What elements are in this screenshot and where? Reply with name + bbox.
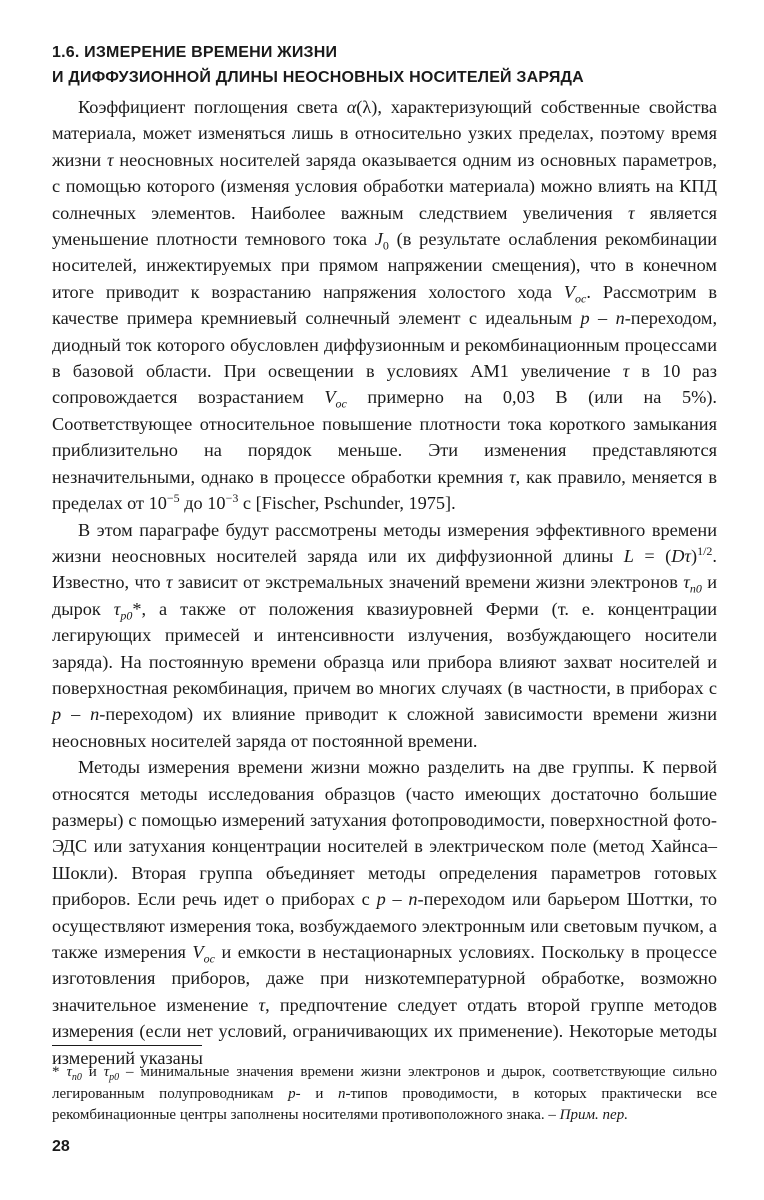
page-number: 28	[52, 1138, 70, 1155]
section-heading	[52, 40, 717, 90]
paragraph-1: Коэффициент поглощения света α(λ), характеризующий собственные свойства материала, может изменяться лишь в относительно узких пределах, поэтому время жизни τ неосновных носителей заряда оказывается одним из основных параметров, с помощью которого (изменяя условия обработки материала) можно влиять на КПД солнечных элементов. Наиболее важным следствием увеличения τ является уменьшение плотности темнового тока $J_0$ (в результате ослабления рекомбинации носителей, инжектируемых при прямом напряжении смещения), что в конечном итоге приводит к возрастанию напряжения холостого хода $V_{oc}$. Рассмотрим в качестве примера кремниевый солнечный элемент с идеальным p – n-переходом, диодный ток которого обусловлен диффузионным и рекомбинационным процессами в базовой области. При освещении в условиях АМ1 увеличение τ в 10 раз сопровождается возрастанием $V_{oc}$ примерно на 0,03 В (или на 5%). Соответствующее относительное повышение плотности тока короткого замыкания приблизительно на порядок меньше. Эти изменения представляются незначительными, однако в процессе обработки кремния τ, как правило, меняется в пределах от $10^{-5}$ до $10^{-3}$ с [Fischer, Pschunder, 1975].	[52, 97, 718, 514]
footnote: * $\tau_{n0}$ и $\tau_{p0}$ – минимальные значения времени жизни электронов и дырок, соответствующие сильно легированным полупроводникам p- и n-типов проводимости, в которых практически все рекомбинационные центры заполнены носителями противоположного знака. – Прим. пер.	[52, 1064, 718, 1123]
paragraph-3: Методы измерения времени жизни можно разделить на две группы. К первой относятся методы исследования образцов (часто имеющих достаточно большие размеры) с помощью измерений затухания фотопроводимости, поверхностной фото-ЭДС или затухания концентрации носителей в электрическом поле (метод Хайнса–Шокли). Вторая группа объединяет методы определения параметров готовых приборов. Если речь идет о приборах с p – n-переходом или барьером Шоттки, то осуществляют измерения тока, возбуждаемого электронным или световым пучком, а также измерения $V_{oc}$ и емкости в нестационарных условиях. Поскольку в процессе изготовления приборов, даже при низкотемпературной обработке, возможно значительное изменение τ, предпочтение следует отдать второй группе методов измерения (если нет условий, ограничивающих их применение). Некоторые методы измерений указаны	[52, 757, 718, 1068]
heading-line-2: И ДИФФУЗИОННОЙ ДЛИНЫ НЕОСНОВНЫХ НОСИТЕЛЕЙ ЗАРЯДА	[52, 69, 584, 86]
footnote-divider	[52, 1045, 202, 1046]
body-text	[52, 94, 717, 1071]
heading-line-1: 1.6. ИЗМЕРЕНИЕ ВРЕМЕНИ ЖИЗНИ	[52, 44, 338, 61]
paragraph-2: В этом параграфе будут рассмотрены методы измерения эффективного времени жизни неосновных носителей заряда или их диффузионной длины $L = (D\tau)^{1/2}$. Известно, что τ зависит от экстремальных значений времени жизни электронов $\tau_{n0}$ и дырок $\tau_{p0}*$, а также от положения квазиуровней Ферми (т. е. концентрации легирующих примесей и интенсивности излучения, возбуждающего носители заряда). На постоянную времени образца или прибора влияют захват носителей и поверхностная рекомбинация, причем во многих случаях (в частности, в приборах с p – n-переходом) их влияние приводит к сложной зависимости времени жизни неосновных носителей заряда от постоянной времени.	[52, 519, 717, 751]
